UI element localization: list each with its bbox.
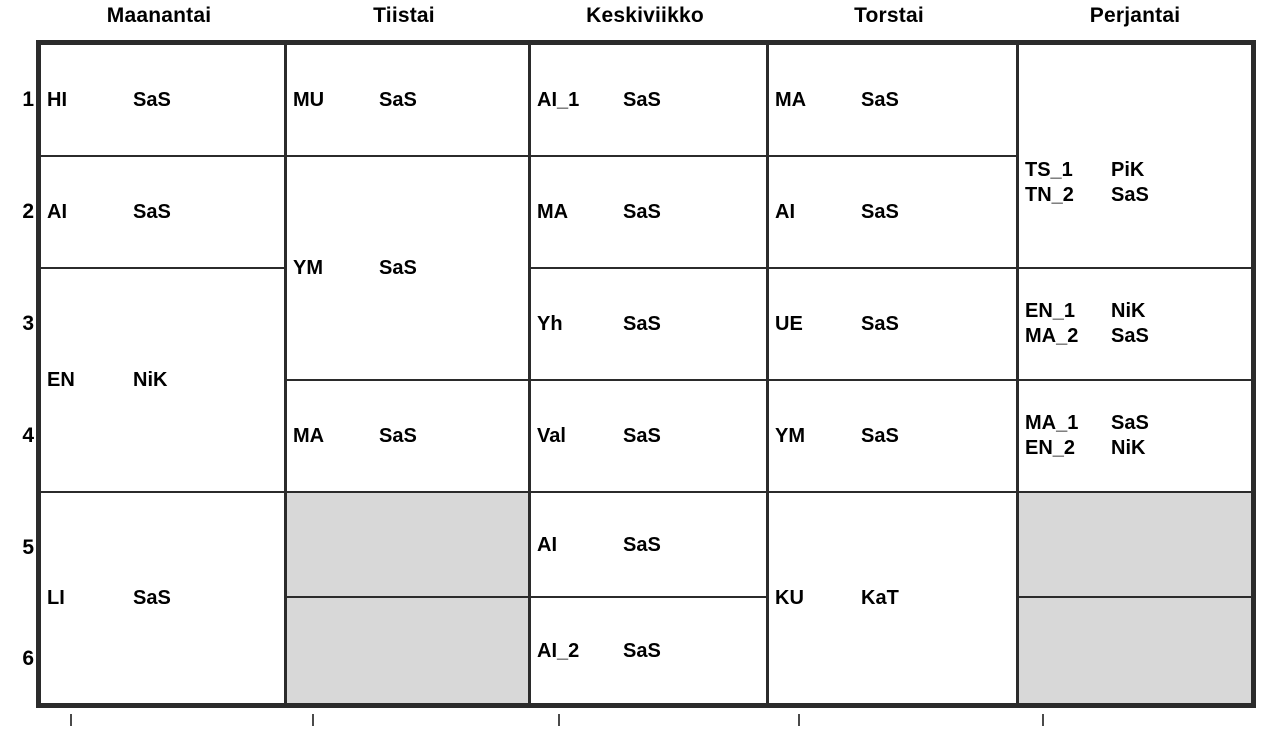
cell-maanantai-3-4[interactable] [41, 269, 287, 493]
lesson-teacher: NiK [133, 368, 168, 391]
lesson-subject: Val [537, 424, 566, 447]
lesson-subject: YM [775, 424, 805, 447]
cell-tiistai-6[interactable] [287, 598, 531, 703]
lesson-entry [775, 313, 1012, 335]
cell-perjantai-3[interactable] [1019, 269, 1251, 381]
lesson-entry-group [1025, 158, 1247, 208]
tick-mark-1 [70, 714, 72, 726]
lesson-entry [537, 425, 762, 447]
lesson-subject: MA [537, 200, 569, 223]
lesson-entry [537, 639, 762, 661]
lesson-entry [537, 201, 762, 223]
lesson-entry [775, 89, 1012, 111]
lesson-subject: AI [775, 200, 795, 223]
lesson-teacher: KaT [861, 586, 899, 609]
lesson-entry [1025, 411, 1247, 436]
day-header-tiistai: Tiistai [373, 4, 435, 27]
lesson-teacher: SaS [623, 639, 661, 662]
cell-perjantai-4[interactable] [1019, 381, 1251, 493]
cell-torstai-1[interactable] [769, 45, 1019, 157]
lesson-teacher: SaS [623, 312, 661, 335]
lesson-subject: EN_2 [1025, 437, 1076, 459]
lesson-entry [47, 201, 280, 223]
lesson-teacher: NiK [1111, 437, 1146, 459]
cell-tiistai-5[interactable] [287, 493, 531, 598]
lesson-subject: AI_2 [537, 639, 580, 662]
cell-keskiviikko-2[interactable] [531, 157, 769, 269]
lesson-teacher: SaS [861, 424, 899, 447]
lesson-entry [47, 587, 280, 609]
period-number-4: 4 [22, 424, 34, 447]
lesson-subject: TN_2 [1025, 183, 1074, 206]
day-header-keskiviikko: Keskiviikko [586, 4, 704, 27]
lesson-teacher: SaS [1111, 325, 1149, 347]
lesson-subject: KU [775, 586, 804, 609]
lesson-teacher: SaS [861, 312, 899, 335]
cell-maanantai-1[interactable] [41, 45, 287, 157]
cell-keskiviikko-3[interactable] [531, 269, 769, 381]
lesson-teacher: SaS [379, 256, 417, 279]
lesson-teacher: SaS [379, 88, 417, 111]
lesson-teacher: SaS [379, 424, 417, 447]
lesson-entry [47, 369, 280, 391]
lesson-subject: MA_2 [1025, 325, 1079, 347]
period-number-2: 2 [22, 200, 34, 223]
day-header-torstai: Torstai [854, 4, 924, 27]
day-header-row [0, 0, 1280, 42]
cell-keskiviikko-4[interactable] [531, 381, 769, 493]
tick-mark-5 [1042, 714, 1044, 726]
cell-maanantai-2[interactable] [41, 157, 287, 269]
lesson-subject: MA [293, 424, 325, 447]
cell-torstai-5-6[interactable] [769, 493, 1019, 703]
lesson-teacher: SaS [623, 533, 661, 556]
lesson-teacher: SaS [133, 200, 171, 223]
tick-mark-4 [798, 714, 800, 726]
lesson-subject: Yh [537, 312, 563, 335]
period-number-1: 1 [22, 88, 34, 111]
lesson-entry [775, 587, 1012, 609]
lesson-teacher: SaS [623, 424, 661, 447]
period-number-6: 6 [22, 647, 34, 670]
lesson-teacher: SaS [623, 200, 661, 223]
lesson-subject: EN_1 [1025, 300, 1076, 322]
lesson-subject: LI [47, 586, 65, 609]
cell-keskiviikko-1[interactable] [531, 45, 769, 157]
lesson-entry [293, 425, 524, 447]
cell-keskiviikko-5[interactable] [531, 493, 769, 598]
day-header-perjantai: Perjantai [1089, 4, 1181, 27]
cell-tiistai-2-3[interactable] [287, 157, 531, 381]
cell-torstai-4[interactable] [769, 381, 1019, 493]
period-number-column [0, 0, 36, 735]
lesson-subject: MU [293, 88, 325, 111]
lesson-teacher: SaS [133, 88, 171, 111]
lesson-teacher: PiK [1111, 158, 1145, 181]
lesson-entry-group [1025, 299, 1247, 349]
lesson-entry [293, 257, 524, 279]
lesson-entry [775, 201, 1012, 223]
lesson-entry [1025, 436, 1247, 461]
lesson-subject: UE [775, 312, 803, 335]
lesson-teacher: NiK [1111, 300, 1146, 322]
lesson-subject: AI [537, 533, 557, 556]
lesson-teacher: SaS [623, 88, 661, 111]
lesson-subject: EN [47, 368, 75, 391]
lesson-entry [1025, 324, 1247, 349]
cell-torstai-3[interactable] [769, 269, 1019, 381]
bottom-tick-marks [0, 714, 1280, 735]
cell-keskiviikko-6[interactable] [531, 598, 769, 703]
timetable-grid [36, 40, 1256, 708]
lesson-entry [537, 89, 762, 111]
lesson-subject: AI_1 [537, 88, 580, 111]
lesson-entry [537, 533, 762, 555]
lesson-subject: MA [775, 88, 807, 111]
lesson-entry [775, 425, 1012, 447]
tick-mark-3 [558, 714, 560, 726]
lesson-teacher: SaS [1111, 183, 1149, 206]
lesson-teacher: SaS [861, 88, 899, 111]
lesson-subject: AI [47, 200, 67, 223]
lesson-subject: YM [293, 256, 323, 279]
tick-mark-2 [312, 714, 314, 726]
day-header-maanantai: Maanantai [106, 4, 212, 27]
cell-perjantai-1-2[interactable] [1019, 45, 1251, 269]
lesson-entry [537, 313, 762, 335]
lesson-entry [1025, 299, 1247, 324]
cell-maanantai-5-6[interactable] [41, 493, 287, 703]
lesson-entry [293, 89, 524, 111]
period-number-5: 5 [22, 536, 34, 559]
lesson-entry [1025, 158, 1247, 183]
period-number-3: 3 [22, 312, 34, 335]
lesson-subject: TS_1 [1025, 158, 1073, 181]
lesson-entry-group [1025, 411, 1247, 461]
lesson-teacher: SaS [861, 200, 899, 223]
cell-torstai-2[interactable] [769, 157, 1019, 269]
lesson-entry [47, 89, 280, 111]
cell-perjantai-5[interactable] [1019, 493, 1251, 598]
cell-tiistai-1[interactable] [287, 45, 531, 157]
cell-tiistai-4[interactable] [287, 381, 531, 493]
lesson-subject: HI [47, 88, 67, 111]
cell-perjantai-6[interactable] [1019, 598, 1251, 703]
lesson-entry [1025, 183, 1247, 208]
lesson-teacher: SaS [133, 586, 171, 609]
lesson-subject: MA_1 [1025, 412, 1079, 434]
lesson-teacher: SaS [1111, 412, 1149, 434]
